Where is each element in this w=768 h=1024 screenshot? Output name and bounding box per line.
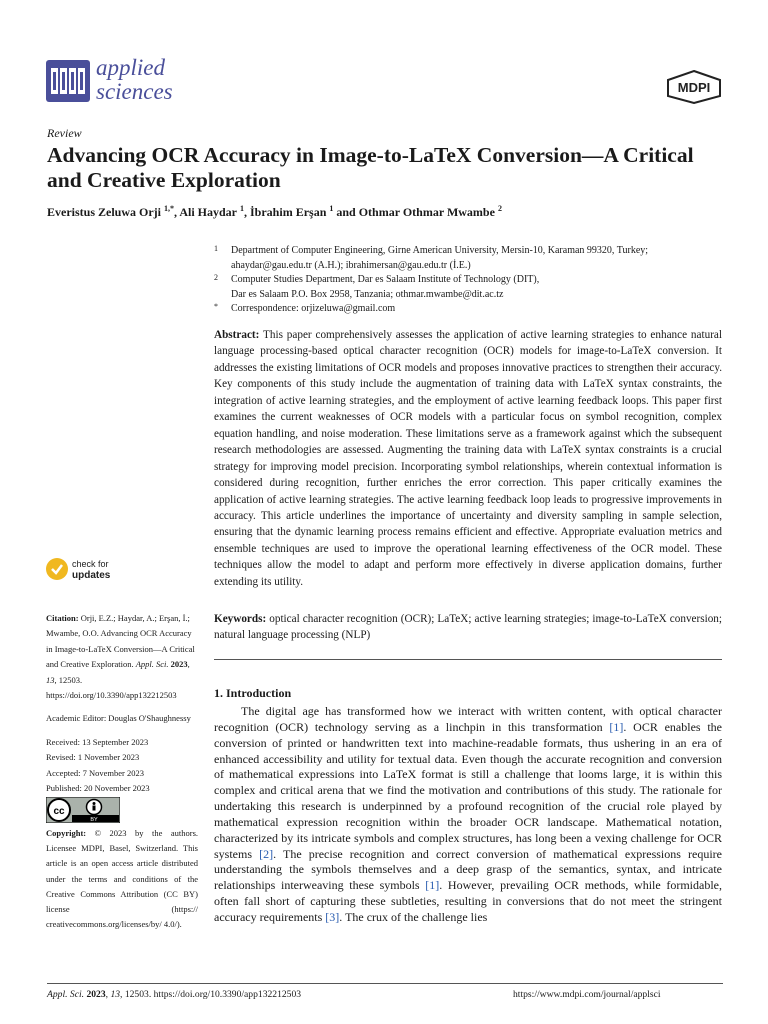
date-revised: Revised: 1 November 2023 — [46, 752, 140, 763]
author-affil-mark: 1,* — [164, 204, 174, 213]
citation-link[interactable]: [1] — [609, 719, 624, 734]
citation-text: Orji, E.Z.; Haydar, A.; Erşan, İ.; Mwambe, O.O. Advancing OCR Accuracy in Image-to-LaTeX Conversion—A Critical and Creative Exploration. — [46, 613, 195, 670]
keywords — [214, 611, 722, 644]
abstract — [214, 327, 722, 590]
affiliation-mark: * — [214, 302, 218, 312]
footer-citation: Appl. Sci. 2023, 13, 12503. https://doi.org/10.3390/app132212503 — [47, 989, 302, 1000]
copyright-text: © 2023 by the authors. Licensee MDPI, Basel, Switzerland. This article is an open access article distributed under the terms and conditions of the Creative Commons Attribution (CC BY) license (https:// creativecommons.org/licenses/by/ 4.0/). — [46, 828, 199, 930]
abstract-text: This paper comprehensively assesses the application of active learning strategies to enhance natural language processing-based optical character recognition (OCR) models for image-to-LaTeX conversion. It addresses the existing limitations of OCR models and proposes innovative practices to strengthen their accuracy. Key components of this study include the augmentation of training data with LaTeX syntax constraints, the integration of active learning strategies, and the employment of active learning feedback loops. This paper first examines the current weaknesses of OCR models with a particular focus on symbol recognition, complex equation handling, and noise moderation. These limitations serve as a framework against which the subsequent research methodologies are assessed. Augmenting the training data with LaTeX syntax constraints is a crucial strategy for improving model precision. Incorporating symbol relationships, wherein contextual information is considered during recognition, further enriches the error correction. This paper critically examines the application of active learning strategies. The active learning feedback loop leads to progressive improvements in accuracy. This article underlines the importance of uncertainty and diversity sampling in sample selection, ensuring that the dynamic learning process remains efficient and effective. Appropriate evaluation metrics and ensemble techniques are used to improve the operational learning effectiveness of the OCR model. These techniques allow the model to adapt and perform more effectively in diverse application domains, further extending its utility. — [214, 329, 722, 588]
author-name[interactable]: and Othmar Othmar Mwambe — [336, 205, 495, 219]
author-name[interactable]: Ali Haydar — [179, 205, 238, 219]
journal-logo-icon — [46, 60, 90, 102]
affiliation-item — [214, 273, 724, 302]
updates-line2: updates — [72, 570, 111, 581]
footer-divider — [47, 983, 723, 984]
affiliation-item — [214, 302, 724, 317]
keywords-label: Keywords: — [214, 613, 267, 625]
intro-text: . However, prevailing OCR methods, while formidable, often fall short of capturing these subtleties, resulting in conversions that do not meet the stringent accuracy requirements — [214, 878, 722, 924]
affiliation-mark: 1 — [214, 244, 218, 253]
citation-journal: Appl. Sci. — [135, 659, 169, 670]
publisher-name: MDPI — [677, 80, 711, 95]
copyright-notice — [46, 826, 198, 932]
updates-line1: check for — [72, 559, 109, 569]
author-affil-mark: 1 — [329, 204, 334, 213]
intro-text: . The crux of the challenge lies — [339, 909, 488, 924]
paper-title: Advancing OCR Accuracy in Image-to-LaTeX Conversion—A Critical and Creative Exploration — [47, 143, 694, 192]
academic-editor: Academic Editor: Douglas O'Shaughnessy — [46, 713, 191, 724]
journal-name — [96, 56, 173, 104]
author-affil-mark: 1 — [240, 204, 245, 213]
svg-text:cc: cc — [53, 806, 65, 817]
section-heading: 1. Introduction — [214, 686, 292, 700]
intro-text: The digital age has transformed how we interact with written content, with optical character recognition (OCR) technology serving as a linchpin in this transformation — [214, 704, 722, 734]
author-affil-mark: 2 — [497, 204, 502, 213]
journal-name-line1: applied — [96, 55, 165, 80]
article-info-sidebar — [46, 611, 198, 796]
citation-volume: 13 — [46, 674, 55, 685]
citation-doi[interactable]: , 12503. https://doi.org/10.3390/app132212503 — [46, 674, 177, 701]
article-type: Review — [47, 126, 82, 140]
cc-by-label: BY — [90, 817, 98, 823]
footer-volume: 13 — [110, 989, 121, 1000]
affiliation-line: Dar es Salaam P.O. Box 2958, Tanzania; othmar.mwambe@dit.ac.tz — [231, 288, 504, 300]
affiliation-line: Computer Studies Department, Dar es Salaam Institute of Technology (DIT), — [231, 274, 540, 286]
section-divider — [214, 659, 722, 660]
footer-year: 2023 — [86, 989, 106, 1000]
footer-journal-url[interactable]: https://www.mdpi.com/journal/applsci — [513, 989, 661, 1000]
date-accepted: Accepted: 7 November 2023 — [46, 767, 144, 778]
intro-text: . The precise recognition and correct conversion of mathematical expressions require understanding the symbols themselves and a deep grasp of the semantics, syntax, and intricate relationships interweaving these symbols — [214, 846, 722, 893]
footer-doi[interactable]: , 12503. https://doi.org/10.3390/app132212503 — [120, 989, 302, 1000]
citation: Citation: Orji, E.Z.; Haydar, A.; Erşan, İ.; Mwambe, O.O. Advancing OCR Accuracy in Image-to-LaTeX Conversion—A Critical and Creative Exploration. Appl. Sci. 2023, 13, 12503. https://doi.org/10.3390/app132212503 — [46, 613, 195, 701]
affiliation-line: Department of Computer Engineering, Girne American University, Mersin-10, Karaman 99320, Turkey; — [231, 245, 649, 256]
affiliation-line: ahaydar@gau.edu.tr (A.H.); ibrahimersan@gau.edu.tr (İ.E.) — [231, 259, 471, 271]
citation-link[interactable]: [1] — [425, 878, 440, 893]
citation-link[interactable]: [2] — [259, 846, 274, 861]
cc-by-license-icon[interactable] — [46, 797, 120, 823]
correspondence-line: Correspondence: orjizeluwa@gmail.com — [231, 303, 396, 315]
intro-paragraph — [214, 704, 722, 926]
journal-name-line2: sciences — [96, 79, 173, 104]
footer-journal: Appl. Sci. — [47, 989, 85, 1000]
citation-link[interactable]: [3] — [325, 909, 340, 924]
intro-text: . OCR enables the conversion of printed or handwritten text into machine-readable formats, thus ushering in an era of enhanced accessibility and utility for textual data. Even though the accurate recognition and conversion of mathematical expressions into LaTeX format is still a challenge that looms large, it is within this complex and critical arena that we find the motivation and contributions of this study. The rationale for undertaking this research is underpinned by a profound recognition of the crucial role played by mathematical expression recognition within the broader OCR landscape. Mathematical notation, characterized by its intricate symbols and complex structures, has long been a vexing challenge for OCR systems — [214, 719, 722, 861]
author-list: Everistus Zeluwa Orji $^{1,*}$, Ali Haydar $^1$, İbrahim Erşan $^1$ and Othmar Othmar Mwambe $^2$ — [47, 204, 502, 219]
author-name[interactable]: İbrahim Erşan — [250, 205, 327, 219]
date-received: Received: 13 September 2023 — [46, 736, 149, 747]
mdpi-logo-icon — [665, 70, 723, 104]
affiliations — [214, 244, 724, 317]
citation-label: Citation: — [46, 613, 79, 623]
check-for-updates-button[interactable] — [45, 556, 165, 582]
date-published: Published: 20 November 2023 — [46, 783, 150, 794]
copyright-label: Copyright: — [46, 828, 87, 838]
citation-year: 2023 — [170, 659, 188, 670]
keywords-text: optical character recognition (OCR); LaTeX; active learning strategies; image-to-LaTeX conversion; natural language processing (NLP) — [214, 613, 722, 642]
author-name[interactable]: Everistus Zeluwa Orji — [47, 205, 161, 219]
abstract-label: Abstract: — [214, 329, 260, 341]
affiliation-mark: 2 — [214, 273, 218, 283]
affiliation-item — [214, 244, 724, 273]
